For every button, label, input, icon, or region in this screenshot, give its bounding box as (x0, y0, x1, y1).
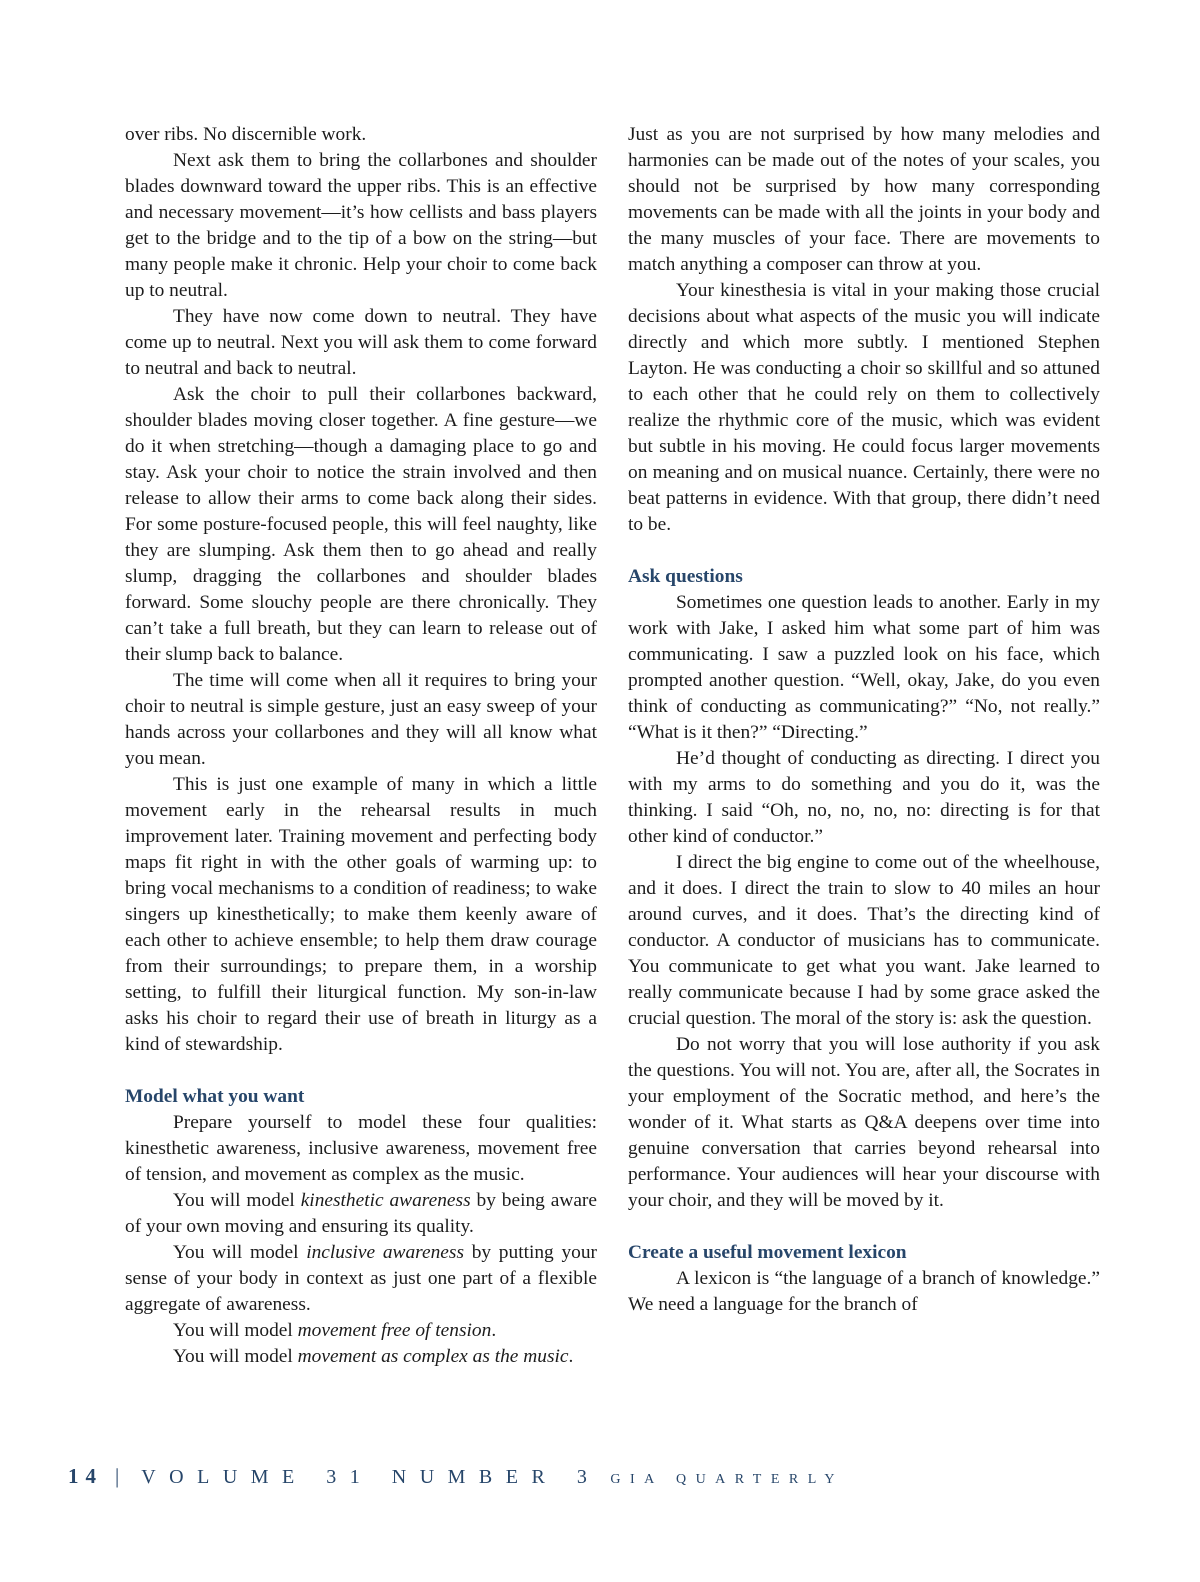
paragraph: Just as you are not surprised by how many melodies and harmonies can be made out of the notes of your scales, you should not be surprised by how many corresponding movements can be made with all the joints in your body and the many muscles of your face. There are movements to match anything a composer can throw at you. (628, 124, 1100, 275)
volume-label: VOLUME 31 NUMBER 3 (141, 1466, 601, 1488)
paragraph: This is just one example of many in which a little movement early in the rehearsal results in much improvement later. Training movement and perfecting body maps fit right in with the other goals of warming up: to bring vocal mechanisms to a condition of readiness; to wake singers up kinesthetically; to make them keenly aware of each other to achieve ensemble; to help them draw courage from their surroundings; to prepare them, in a worship setting, to fulfill their liturgical function. My son-in-law asks his choir to regard their use of breath in liturgy as a kind of stewardship. (125, 774, 597, 1055)
paragraph (125, 1240, 597, 1318)
left-column (125, 122, 597, 1370)
text-run: You will model (173, 1190, 301, 1211)
right-column (628, 122, 1100, 1318)
paragraph: over ribs. No discernible work. (125, 124, 367, 145)
paragraph: He’d thought of conducting as directing. I direct you with my arms to do something and you do it, was the thinking. I said “Oh, no, no, no, no: directing is for that other kind of conductor.” (628, 748, 1100, 847)
section-heading: Model what you want (125, 1086, 305, 1107)
paragraph (125, 1188, 597, 1240)
paragraph: I direct the big engine to come out of the wheelhouse, and it does. I direct the train to slow to 40 miles an hour around curves, and it does. That’s the directing kind of conductor. A conductor of musicians has to communicate. You communicate to get what you want. Jake learned to really communicate because I had by some grace asked the crucial question. The moral of the story is: ask the question. (628, 852, 1100, 1029)
text-run: You will model (173, 1346, 298, 1367)
paragraph (125, 1318, 597, 1344)
paragraph: Sometimes one question leads to another. Early in my work with Jake, I asked him what some part of him was communicating. I saw a puzzled look on his face, which prompted another question. “Well, okay, Jake, do you even think of conducting as communicating?” “No, not really.” “What is it then?” “Directing.” (628, 592, 1100, 743)
emphasis: kinesthetic awareness (300, 1190, 471, 1211)
paragraph: The time will come when all it requires to bring your choir to neutral is simple gesture, just an easy sweep of your hands across your collarbones and they will all know what you mean. (125, 670, 597, 769)
page-number: 14 (68, 1464, 103, 1488)
emphasis: inclusive awareness (306, 1242, 464, 1263)
text-run: by putting your sense of your body in context as just one part of a flexible aggregate of awareness. (125, 1242, 597, 1315)
section-heading: Ask questions (628, 566, 743, 587)
text-run: You will model (173, 1242, 307, 1263)
paragraph: Do not worry that you will lose authority if you ask the questions. You will not. You are, after all, the Socrates in your employment of the Socratic method, and here’s the wonder of it. What starts as Q&A deepens over time into genuine conversation that carries beyond rehearsal into performance. Your audiences will hear your discourse with your choir, and they will be moved by it. (628, 1034, 1100, 1211)
text-run: by being aware of your own moving and ensuring its quality. (125, 1190, 597, 1237)
magazine-name: GIA QUARTERLY (610, 1472, 844, 1487)
emphasis: movement free of tension (297, 1320, 492, 1341)
text-run: . (568, 1346, 574, 1367)
text-run: You will model (173, 1320, 298, 1341)
text-run: . (491, 1320, 497, 1341)
paragraph: Prepare yourself to model these four qualities: kinesthetic awareness, inclusive awareness, movement free of tension, and movement as complex as the music. (125, 1112, 597, 1185)
paragraph: Ask the choir to pull their collarbones backward, shoulder blades moving closer together. A fine gesture—we do it when stretching—though a damaging place to go and stay. Ask your choir to notice the strain involved and then release to allow their arms to come back along their sides. For some posture-focused people, this will feel naughty, like they are slumping. Ask them then to go ahead and really slump, dragging the collarbones and shoulder blades forward. Some slouchy people are there chronically. They can’t take a full breath, but they can learn to release out of their slump back to balance. (125, 384, 597, 665)
emphasis: movement as complex as the music (297, 1346, 569, 1367)
paragraph: Your kinesthesia is vital in your making those crucial decisions about what aspects of the music you will indicate directly and which more subtly. I mentioned Stephen Layton. He was conducting a choir so skillful and so attuned to each other that he could rely on them to collectively realize the rhythmic core of the music, which was evident but subtle in his moving. He could focus larger movements on meaning and on musical nuance. Certainly, there were no beat patterns in evidence. With that group, there didn’t need to be. (628, 280, 1100, 535)
footer-separator: | (115, 1464, 120, 1488)
paragraph: A lexicon is “the language of a branch of knowledge.” We need a language for the branch of (628, 1268, 1100, 1315)
paragraph: Next ask them to bring the collarbones and shoulder blades downward toward the upper ribs. This is an effective and necessary movement—it’s how cellists and bass players get to the bridge and to the tip of a bow on the string—but many people make it chronic. Help your choir to come back up to neutral. (125, 150, 597, 301)
paragraph: They have now come down to neutral. They have come up to neutral. Next you will ask them to come forward to neutral and back to neutral. (125, 306, 597, 379)
page-footer (68, 1463, 844, 1493)
paragraph (125, 1344, 597, 1370)
section-heading: Create a useful movement lexicon (628, 1242, 907, 1263)
